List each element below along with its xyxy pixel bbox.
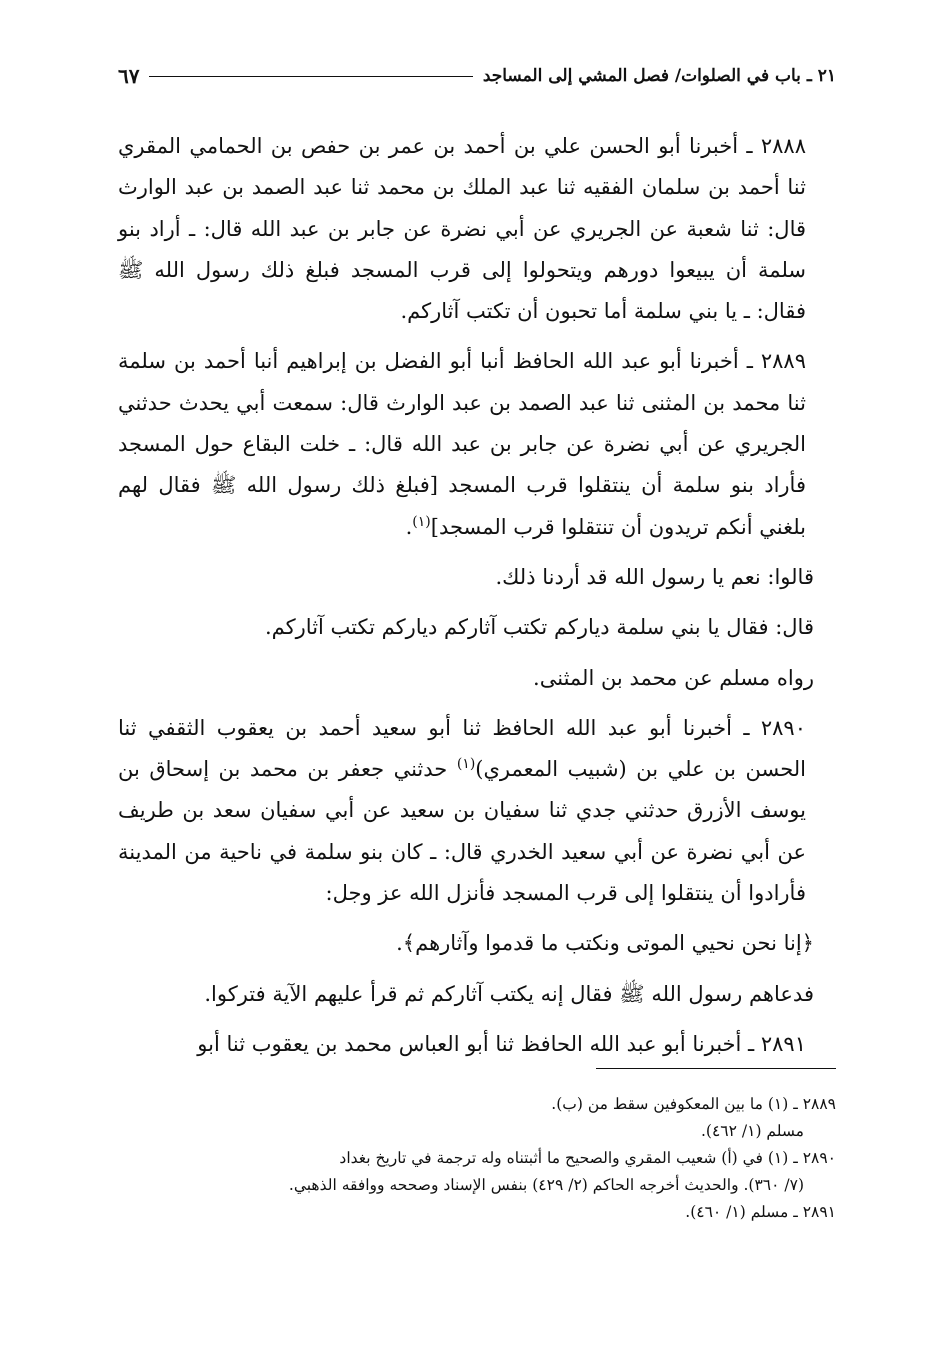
hadith-2891: ٢٨٩١ ـ أخبرنا أبو عبد الله الحافظ ثنا أبو العباس محمد بن يعقوب ثنا أبو: [197, 1031, 806, 1056]
quran-verse: ﴿إنا نحن نحيي الموتى ونكتب ما قدموا وآثارهم﴾.: [396, 931, 814, 956]
footnote-2890-1: ٢٨٩٠ ـ (١) في (أ) شعيب المقري والصحيح ما أثبتناه وله ترجمة في تاريخ بغداد: [339, 1149, 836, 1167]
footnote-2890-2: (٧/ ٣٦٠). والحديث أخرجه الحاكم (٢/ ٤٢٩) بنفس الإسناد وصححه ووافقه الذهبي.: [288, 1176, 804, 1194]
hadith-2890-conclusion: فدعاهم رسول الله ﷺ فقال إنه يكتب آثاركم ثم قرأ عليهم الآية فتركوا.: [204, 981, 814, 1006]
footnote-marker: (١): [412, 513, 431, 530]
footnote-2889-1: ٢٨٨٩ ـ (١) ما بين المعكوفين سقط من (ب).: [551, 1095, 836, 1113]
hadith-2888: ٢٨٨٨ ـ أخبرنا أبو الحسن علي بن أحمد بن عمر بن حفص بن الحمامي المقري ثنا أحمد بن سلمان الفقيه ثنا عبد الملك بن محمد ثنا عبد الصمد بن عبد الوارث قال: ثنا شعبة عن الجريري عن أبي نضرة عن جابر بن عبد الله قال: ـ أراد بنو سلمة أن يبيعوا دورهم ويتحولوا إلى قرب المسجد فبلغ ذلك رسول الله ﷺ فقال: ـ يا بني سلمة أما تحبون أن تكتب آثاركم.: [118, 134, 806, 324]
hadith-2890-text-a: ٢٨٩٠ ـ أخبرنا أبو عبد الله الحافظ ثنا أبو سعيد أحمد بن يعقوب الثقفي ثنا الحسن بن علي بن (شبيب المعمري): [118, 715, 806, 782]
footnote-2889-2: مسلم (١/ ٤٦٢).: [700, 1122, 804, 1140]
footnote-divider: [596, 1068, 836, 1069]
footnote-2891: ٢٨٩١ ـ مسلم (١/ ٤٦٠).: [685, 1203, 836, 1221]
main-text: [118, 126, 836, 1065]
footnotes: [118, 1092, 836, 1225]
header-rule: [149, 76, 472, 77]
hadith-2889-end: .: [405, 514, 413, 539]
hadith-2889: [118, 341, 836, 547]
hadith-2890-text-b: حدثني جعفر بن محمد بن إسحاق بن يوسف الأزرق حدثني جدي ثنا سفيان بن سعيد عن أبي سفيان سعد بن طريف عن أبي نضرة عن أبي سعيد الخدري قال: ـ كان بنو سلمة في ناحية من المدينة فأرادوا أن ينتقلوا إلى قرب المسجد فأنزل الله عز وجل:: [118, 757, 806, 906]
reply-qalu: قالوا: نعم يا رسول الله قد أردنا ذلك.: [495, 564, 814, 589]
page-number: ٦٧: [118, 64, 140, 88]
hadith-2890: [118, 708, 836, 914]
narration-note: رواه مسلم عن محمد بن المثنى.: [533, 665, 814, 690]
footnote-marker: (١): [456, 756, 476, 773]
running-header: [118, 64, 836, 88]
reply-qal: قال: فقال يا بني سلمة دياركم تكتب آثاركم دياركم تكتب آثاركم.: [265, 615, 814, 640]
chapter-title: ٢١ ـ باب في الصلوات/ فصل المشي إلى المساجد: [482, 66, 836, 86]
hadith-2889-text: ٢٨٨٩ ـ أخبرنا أبو عبد الله الحافظ أنبا أبو الفضل بن إبراهيم أنبا أحمد بن سلمة ثنا محمد بن المثنى ثنا عبد الصمد بن عبد الوارث قال: سمعت أبي يحدث حدثني الجريري عن أبي نضرة عن جابر بن عبد الله قال: ـ خلت البقاع حول المسجد فأراد بنو سلمة أن ينتقلوا قرب المسجد [فبلغ ذلك رسول الله ﷺ فقال لهم بلغني أنكم تريدون أن تنتقلوا قرب المسجد]: [118, 349, 806, 539]
